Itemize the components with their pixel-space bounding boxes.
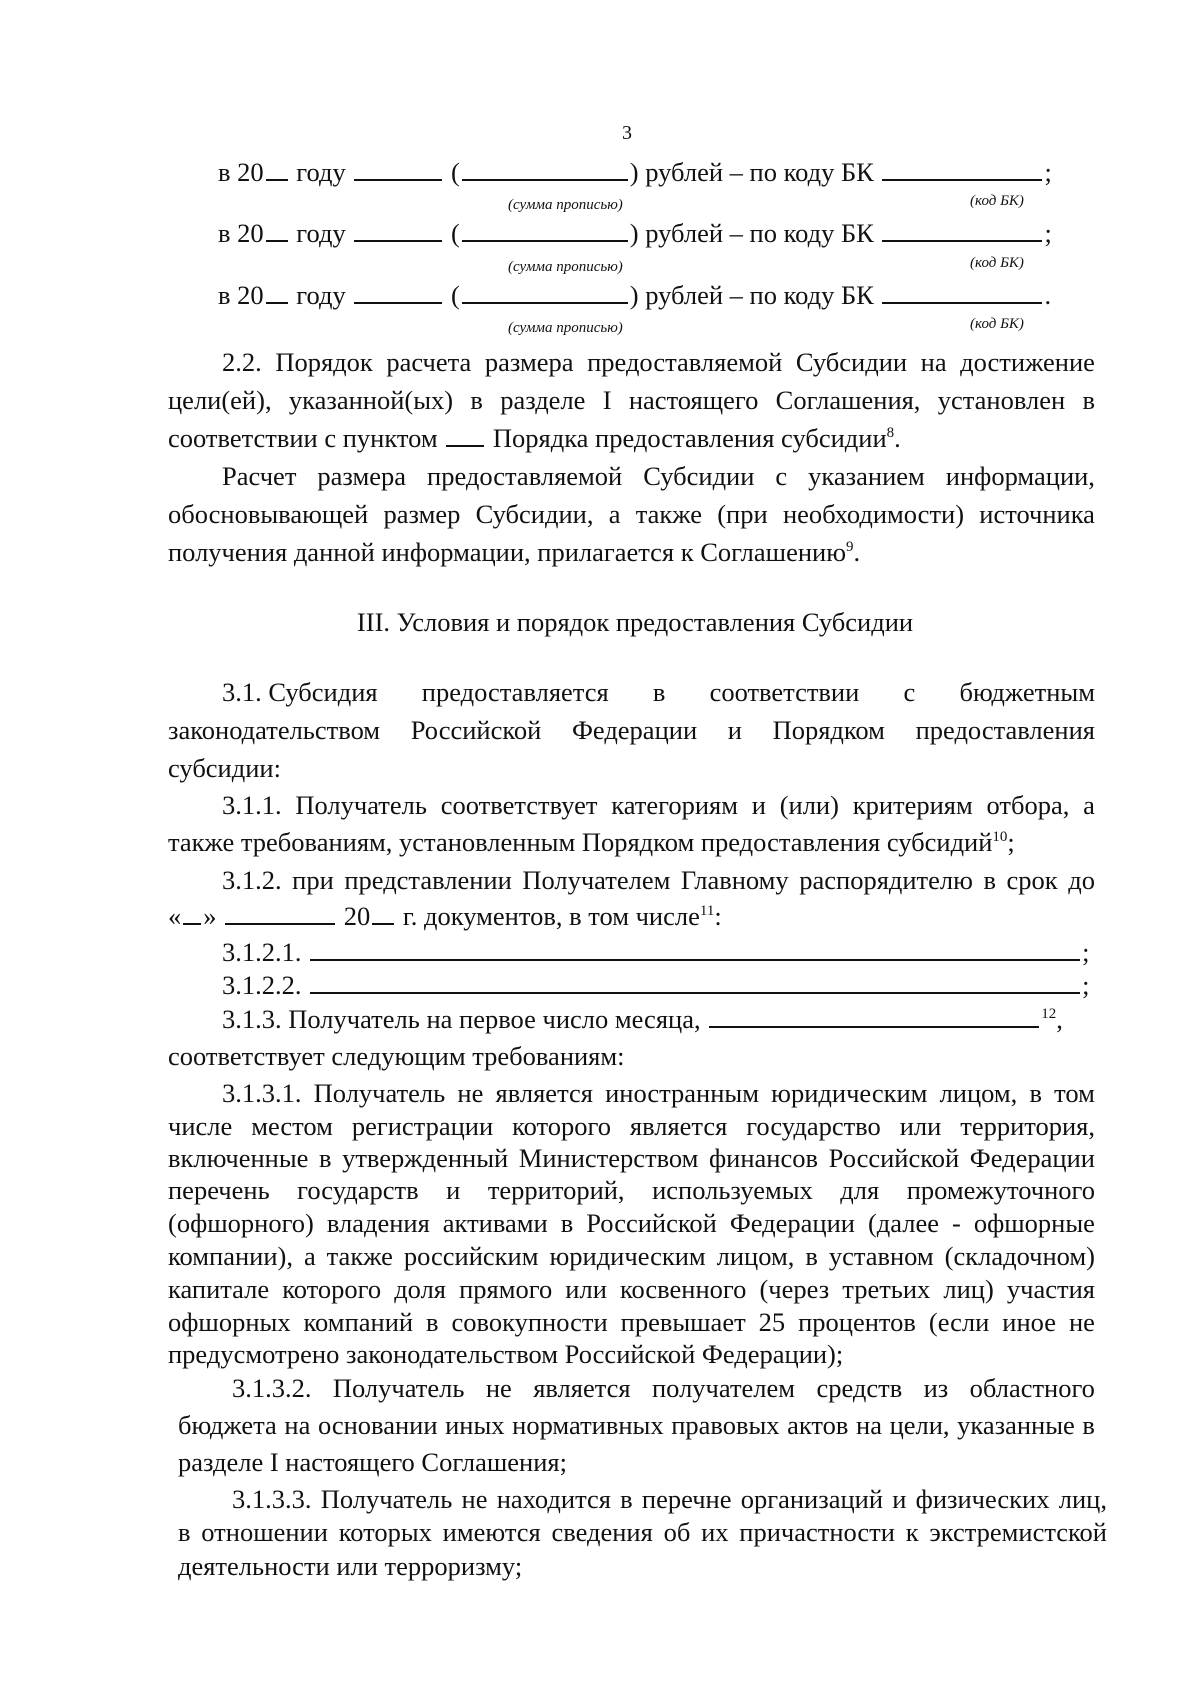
footnote-12: 12 [1041,1006,1057,1023]
caption-amount-words: (сумма прописью) [508,259,623,275]
paragraph-3-1-2-line-2: « » 20 г. документов, в том числе$^{11}$: [168,901,722,931]
document-blank [310,937,1080,961]
paragraph-3-1-3-1-line-2: числе местом регистрации которого является государство или территория, [168,1111,1095,1141]
amount-blank [354,280,442,304]
paragraph-3-1-3-1-line-6: компании), а также российским юридическим лицом, в уставном (складочном) [168,1241,1095,1271]
paragraph-3-1-3-2-line-3: разделе I настоящего Соглашения; [178,1447,567,1477]
bk-code-blank [882,280,1042,304]
amount-words-blank [462,157,628,181]
document-blank [310,970,1080,994]
caption-bk-code: (код БК) [970,316,1024,332]
amount-blank [354,157,442,181]
bk-code-blank [882,157,1042,181]
paragraph-3-1-3-1-line-3: включенные в утвержденный Министерством финансов Российской Федерации [168,1143,1095,1173]
page-number: 3 [622,122,632,144]
year-blank [266,280,288,304]
day-blank [183,901,201,925]
paragraph-3-1-3-1-line-8: офшорных компаний в совокупности превышает 25 процентов (если иное не [168,1307,1095,1337]
caption-bk-code: (код БК) [970,255,1024,271]
paragraph-3-1-line-1: 3.1. Субсидия предоставляется в соответствии с бюджетным [222,677,1095,707]
paragraph-3-1-3-2-line-1: 3.1.3.2. Получатель не является получателем средств из областного [232,1373,1095,1403]
paragraph-calc-line-3: получения данной информации, прилагается к Соглашению$^9$. [168,537,861,567]
budget-row-1: в 20 году ( ) рублей – по коду БК ; [218,157,1052,187]
paragraph-3-1-1-line-2: также требованиям, установленным Порядком предоставления субсидий$^{10}$; [168,827,1015,857]
footnote-11: 11 [699,903,715,920]
paragraph-2-2-line-3: соответствии с пунктом Порядка предоставления субсидии$^8$. [168,423,901,453]
paragraph-3-1-line-3: субсидии: [168,753,281,783]
section-3-heading: III. Условия и порядок предоставления Субсидии [356,607,914,637]
year-blank [372,901,394,925]
paragraph-3-1-3-1-line-9: предусмотрено законодательством Российской Федерации); [168,1339,844,1369]
paragraph-calc-line-1: Расчет размера предоставляемой Субсидии с указанием информации, [222,461,1095,491]
caption-amount-words: (сумма прописью) [508,320,623,336]
year-blank [266,218,288,242]
budget-row-2: в 20 году ( ) рублей – по коду БК ; [218,218,1052,248]
paragraph-3-1-3-2-line-2: бюджета на основании иных нормативных правовых актов на цели, указанные в [178,1410,1095,1440]
clause-number-blank [446,423,484,447]
caption-amount-words: (сумма прописью) [508,197,623,213]
paragraph-3-1-3-1-line-1: 3.1.3.1. Получатель не является иностранным юридическим лицом, в том [222,1078,1095,1108]
paragraph-3-1-line-2: законодательством Российской Федерации и Порядком предоставления [168,715,1095,745]
paragraph-2-2-line-1: 2.2. Порядок расчета размера предоставляемой Субсидии на достижение [222,347,1095,377]
paragraph-3-1-2-2: 3.1.2.2. ; [222,970,1090,1000]
paragraph-3-1-3-1-line-5: (офшорного) владения активами в Российской Федерации (далее - офшорные [168,1208,1095,1238]
amount-blank [354,218,442,242]
caption-bk-code: (код БК) [970,193,1024,209]
footnote-9: 9 [846,539,854,556]
paragraph-3-1-3-3-line-1: 3.1.3.3. Получатель не находится в перечне организаций и физических лиц, [232,1484,1107,1514]
amount-words-blank [462,218,628,242]
amount-words-blank [462,280,628,304]
paragraph-calc-line-2: обосновывающей размер Субсидии, а также (при необходимости) источника [168,499,1095,529]
footnote-8: 8 [886,425,895,442]
year-blank [266,157,288,181]
budget-row-3: в 20 году ( ) рублей – по коду БК . [218,280,1052,310]
paragraph-3-1-2-1: 3.1.2.1. ; [222,937,1090,967]
paragraph-3-1-1-line-1: 3.1.1. Получатель соответствует категориям и (или) критериям отбора, а [222,790,1095,820]
month-blank [225,901,335,925]
paragraph-3-1-3-line-1: 3.1.3. Получатель на первое число месяца, $^{12}$, [222,1004,1063,1034]
paragraph-3-1-3-1-line-7: капитале которого доля прямого или косвенного (через третьих лиц) участия [168,1274,1095,1304]
paragraph-3-1-2-line-1: 3.1.2. при представлении Получателем Главному распорядителю в срок до [222,865,1095,895]
paragraph-3-1-3-3-line-2: в отношении которых имеются сведения об их причастности к экстремистской [178,1517,1107,1547]
paragraph-3-1-3-1-line-4: перечень государств и территорий, используемых для промежуточного [168,1175,1095,1205]
footnote-10: 10 [992,829,1008,846]
paragraph-2-2-line-2: цели(ей), указанной(ых) в разделе I настоящего Соглашения, установлен в [168,385,1095,415]
bk-code-blank [882,218,1042,242]
paragraph-3-1-3-line-2: соответствует следующим требованиям: [168,1041,625,1071]
paragraph-3-1-3-3-line-3: деятельности или терроризму; [178,1551,523,1581]
month-blank [709,1004,1039,1028]
